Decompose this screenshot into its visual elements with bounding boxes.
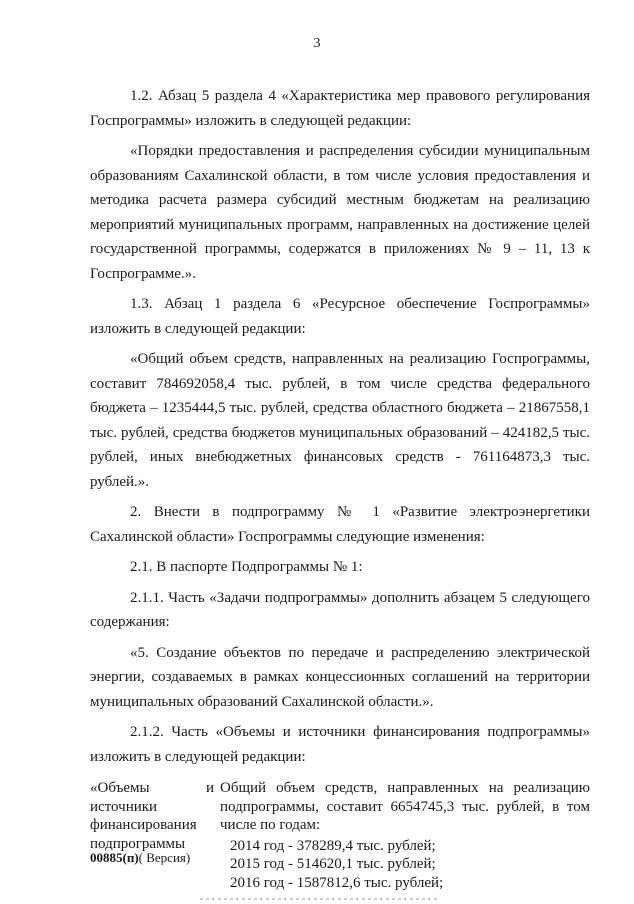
label-line-financing: финансирования — [90, 817, 197, 833]
paragraph-1-3-quote: «Общий объем средств, направленных на реализацию Госпрограммы, составит 784692058,4 тыс. рублей, в том числе средства федерального бюджета – 1235444,5 тыс. рублей, средства областного бюджета – 21867558,1 тыс. рублей, средства бюджетов муниципальных образований – 424182,5 тыс. рублей, иных внебюджетных финансовых средств - 761164873,3 тыс. рублей.». — [90, 351, 590, 490]
year-item: 2014 год - 378289,4 тыс. рублей; — [230, 837, 436, 854]
document-footer — [90, 850, 190, 866]
label-word-volumes: «Объемы — [90, 780, 150, 796]
year-item: 2016 год - 1587812,6 тыс. рублей; — [230, 874, 444, 891]
document-version: ( Версия) — [138, 850, 191, 865]
paragraph-2-1-2: 2.1.2. Часть «Объемы и источники финансирования подпрограммы» изложить в следующей редакции: — [90, 724, 590, 765]
paragraph-1-3: 1.3. Абзац 1 раздела 6 «Ресурсное обеспечение Госпрограммы» изложить в следующей редакции: — [90, 296, 590, 337]
scan-artifact-line — [200, 898, 440, 900]
financing-total-text: Общий объем средств, направленных на реализацию подпрограммы, составит 6654745,3 тыс. рублей, в том числе по годам: — [220, 780, 590, 833]
label-line-subprogram: подпрограммы — [90, 835, 186, 852]
label-line-sources: источники — [90, 798, 158, 815]
year-item: 2015 год - 514620,1 тыс. рублей; — [230, 856, 436, 872]
paragraph-2-1-1: 2.1.1. Часть «Задачи подпрограммы» дополнить абзацем 5 следующего содержания: — [90, 589, 590, 630]
financing-value-cell — [220, 779, 590, 892]
financing-years-list — [220, 837, 590, 893]
label-word-and: и — [205, 780, 214, 796]
paragraph-2: 2. Внести в подпрограмму № 1 «Развитие электроэнергетики Сахалинской области» Госпрограммы следующие изменения: — [90, 504, 590, 545]
paragraph-1-2-quote: «Порядки предоставления и распределения субсидии муниципальным образованиям Сахалинской области, в том числе условия предоставления и методика расчета размера субсидий местным бюджетам на реализацию мероприятий муниципальных программ, направленных на достижение целей государственной программы, содержатся в приложениях № 9 – 11, 13 к Госпрограмме.». — [90, 143, 590, 282]
paragraph-2-1: 2.1. В паспорте Подпрограммы № 1: — [130, 559, 363, 575]
financing-table — [90, 779, 590, 892]
page-number: 3 — [313, 36, 321, 51]
paragraph-2-1-1-quote: «5. Создание объектов по передаче и распределению электрической энергии, создаваемых в рамках концессионных соглашений на территории муниципальных образований Сахалинской области.». — [90, 644, 590, 710]
paragraph-1-2: 1.2. Абзац 5 раздела 4 «Характеристика мер правового регулирования Госпрограммы» изложить в следующей редакции: — [90, 88, 590, 129]
document-body — [90, 84, 590, 892]
document-code: 00885(п) — [90, 850, 139, 865]
financing-label-cell — [90, 779, 220, 892]
